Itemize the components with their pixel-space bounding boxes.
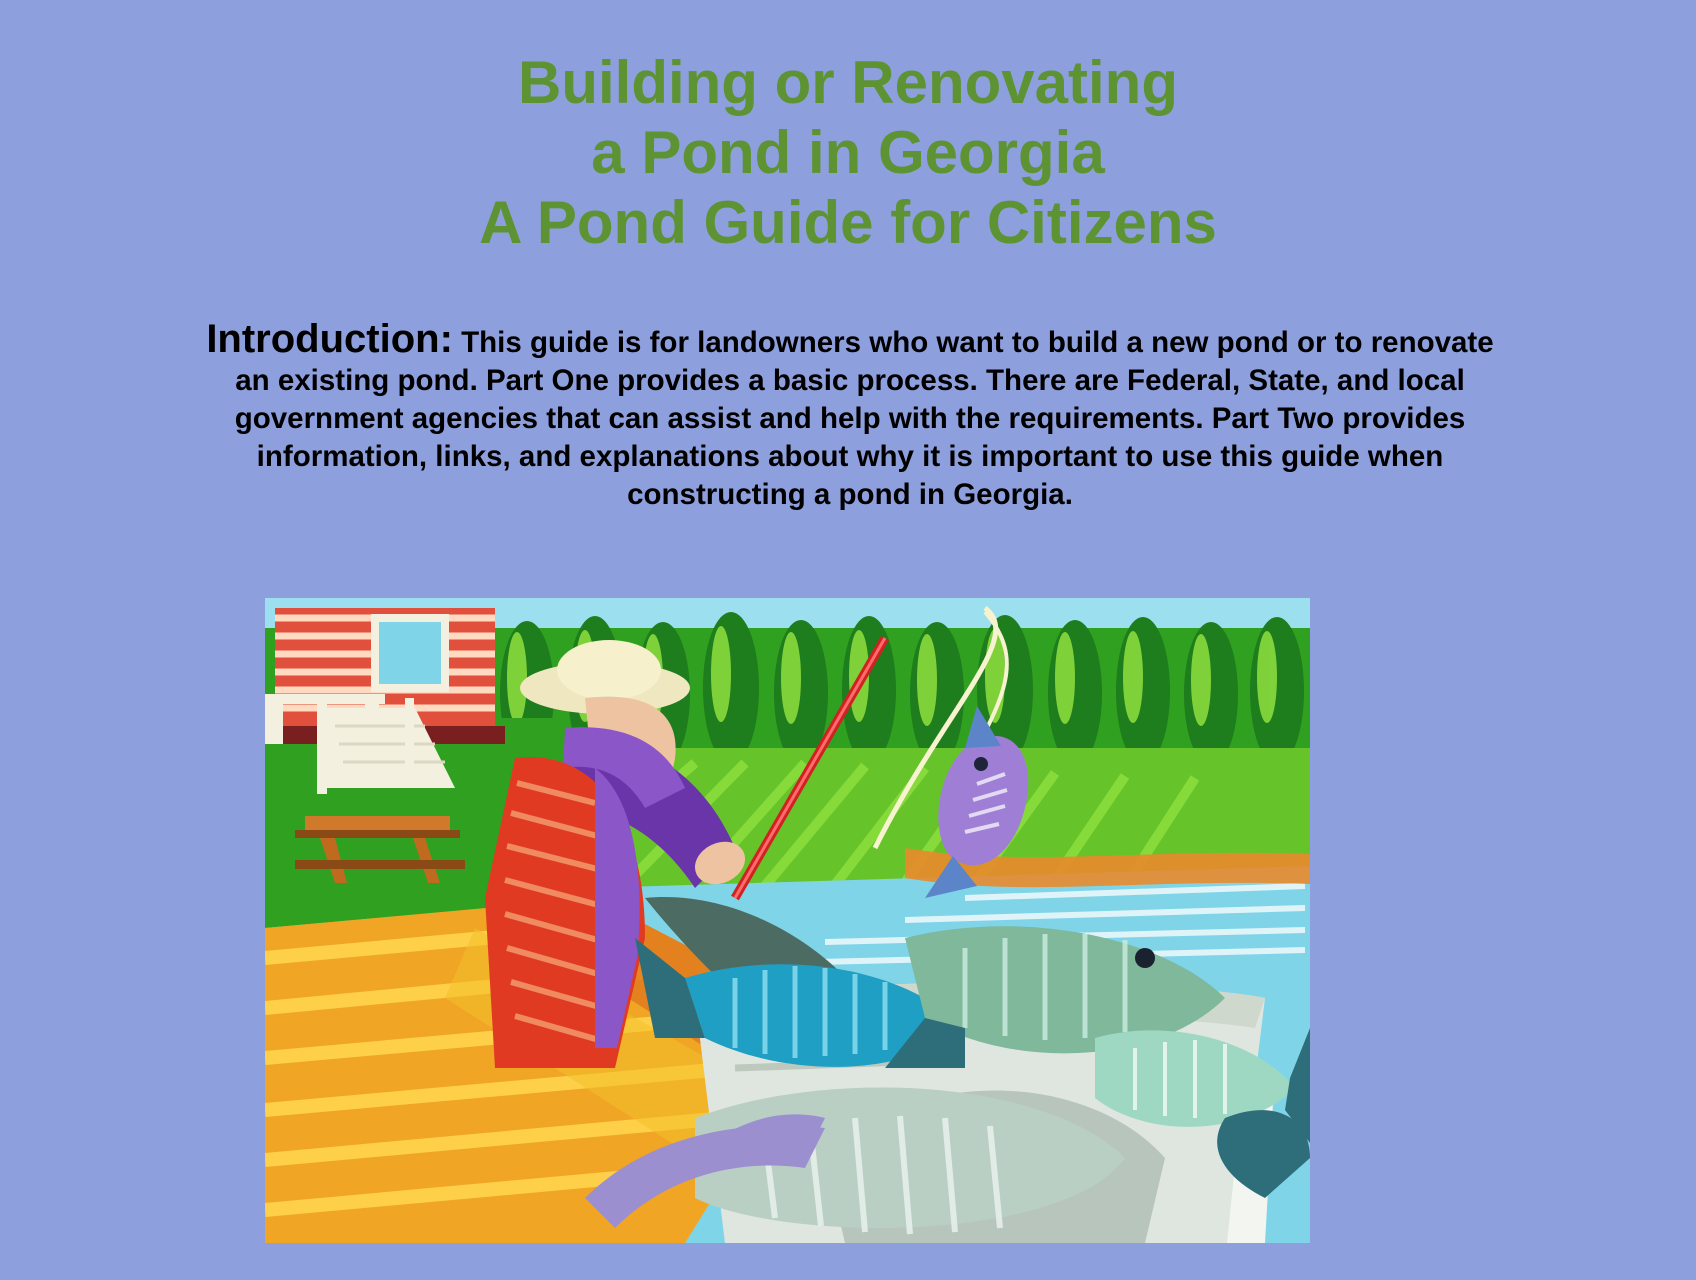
title-line-3: A Pond Guide for Citizens (479, 189, 1217, 256)
title-line-1: Building or Renovating (518, 49, 1178, 116)
introduction-paragraph (190, 317, 1510, 514)
introduction-label: Introduction: (206, 317, 453, 361)
fishing-illustration-graphic (265, 598, 1310, 1243)
introduction-body: This guide is for landowners who want to build a new pond or to renovate an existing pond. Part One provides a basic process. There are Federal, State, and local government agencies that can assist and help with the requirements. Part Two provides information, links, and explanations about why it is important to use this guide when constructing a pond in Georgia. (234, 326, 1494, 511)
fishing-illustration (265, 598, 1310, 1243)
page-title (0, 48, 1696, 258)
title-line-2: a Pond in Georgia (591, 119, 1105, 186)
